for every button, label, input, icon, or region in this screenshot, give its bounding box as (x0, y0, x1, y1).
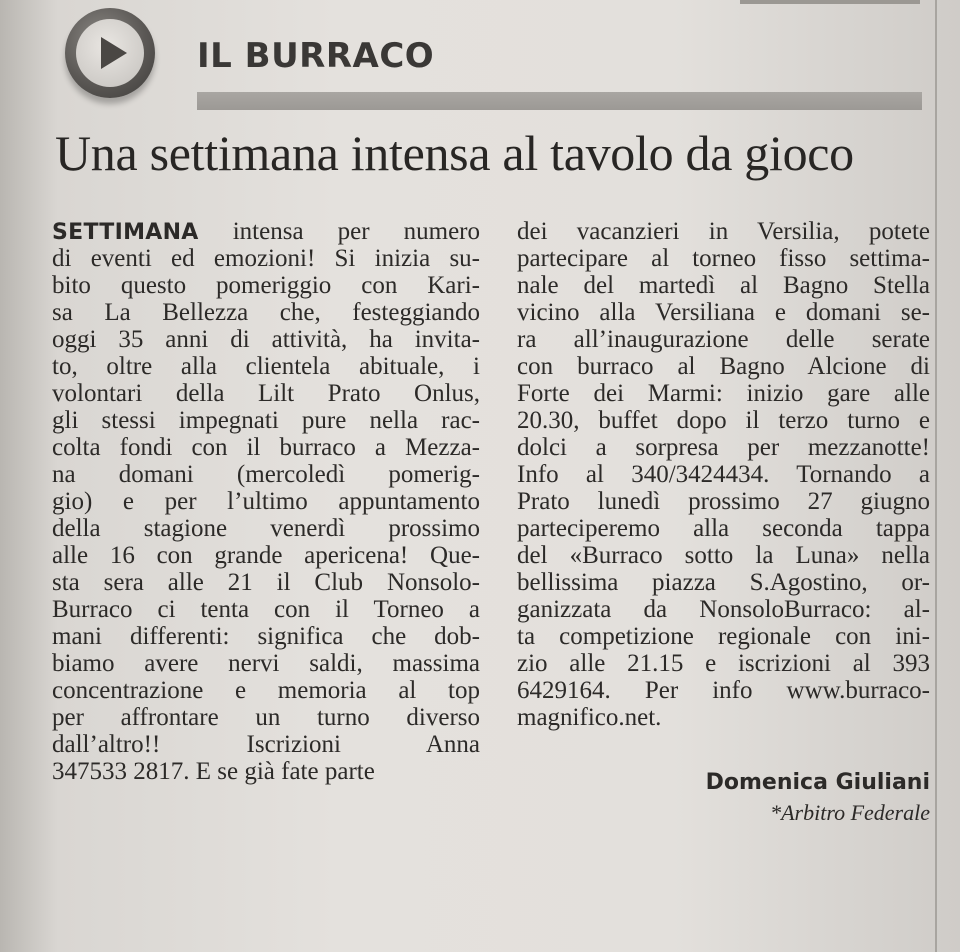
text-line: bito questo pomeriggio con Kari- (52, 272, 480, 299)
text-line: 20.30, buffet dopo il terzo turno e (517, 407, 930, 434)
text-line: dei vacanzieri in Versilia, potete (517, 218, 930, 245)
text-line: partecipare al torneo fisso settima- (517, 245, 930, 272)
column-divider-rule (935, 0, 937, 952)
text-line: to, oltre alla clientela abituale, i (52, 353, 480, 380)
text-line: di eventi ed emozioni! Si inizia su- (52, 245, 480, 272)
text-line: Burraco ci tenta con il Torneo a (52, 596, 480, 623)
text-line: na domani (mercoledì pomerig- (52, 461, 480, 488)
text-line: concentrazione e memoria al top (52, 677, 480, 704)
top-rule (740, 0, 920, 4)
text-line: alle 16 con grande apericena! Que- (52, 542, 480, 569)
author-role: *Arbitro Federale (770, 800, 930, 825)
article-column-left (52, 218, 480, 785)
kicker: SETTIMANA (52, 220, 199, 245)
text-line: ra all’inaugurazione delle serate (517, 326, 930, 353)
text-line: gio) e per l’ultimo appuntamento (52, 488, 480, 515)
text-line: Info al 340/3424434. Tornando a (517, 461, 930, 488)
author-name: Domenica Giuliani (705, 770, 930, 795)
text-line: volontari della Lilt Prato Onlus, (52, 380, 480, 407)
text-line: ganizzata da NonsoloBurraco: al- (517, 596, 930, 623)
text-line: nale del martedì al Bagno Stella (517, 272, 930, 299)
text-line: gli stessi impegnati pure nella rac- (52, 407, 480, 434)
text-line: bellissima piazza S.Agostino, or- (517, 569, 930, 596)
text-line: magnifico.net. (517, 704, 662, 731)
article-column-right (517, 218, 930, 731)
text-line: dall’altro!! Iscrizioni Anna (52, 731, 480, 758)
text-line: zio alle 21.15 e iscrizioni al 393 (517, 650, 930, 677)
section-bar (197, 92, 922, 110)
text-line: biamo avere nervi saldi, massima (52, 650, 480, 677)
text-line: per affrontare un turno diverso (52, 704, 480, 731)
headline: Una settimana intensa al tavolo da gioco (55, 125, 854, 181)
text-line: ta competizione regionale con ini- (517, 623, 930, 650)
section-label: IL BURRACO (197, 36, 435, 76)
text-line: 6429164. Per info www.burraco- (517, 677, 930, 704)
text-line: mani differenti: significa che dob- (52, 623, 480, 650)
text-line: della stagione venerdì prossimo (52, 515, 480, 542)
text-line (52, 218, 480, 245)
text-line: oggi 35 anni di attività, ha invita- (52, 326, 480, 353)
play-icon (65, 8, 155, 98)
text-line: dolci a sorpresa per mezzanotte! (517, 434, 930, 461)
text-line: con burraco al Bagno Alcione di (517, 353, 930, 380)
text-line: vicino alla Versiliana e domani se- (517, 299, 930, 326)
text-line-rest: intensa per numero (198, 218, 480, 245)
text-line: Prato lunedì prossimo 27 giugno (517, 488, 930, 515)
text-line: del «Burraco sotto la Luna» nella (517, 542, 930, 569)
text-line: colta fondi con il burraco a Mezza- (52, 434, 480, 461)
text-line: sa La Bellezza che, festeggiando (52, 299, 480, 326)
text-line: Forte dei Marmi: inizio gare alle (517, 380, 930, 407)
text-line: sta sera alle 21 il Club Nonsolo- (52, 569, 480, 596)
text-line: 347533 2817. E se già fate parte (52, 758, 375, 785)
text-line: parteciperemo alla seconda tappa (517, 515, 930, 542)
